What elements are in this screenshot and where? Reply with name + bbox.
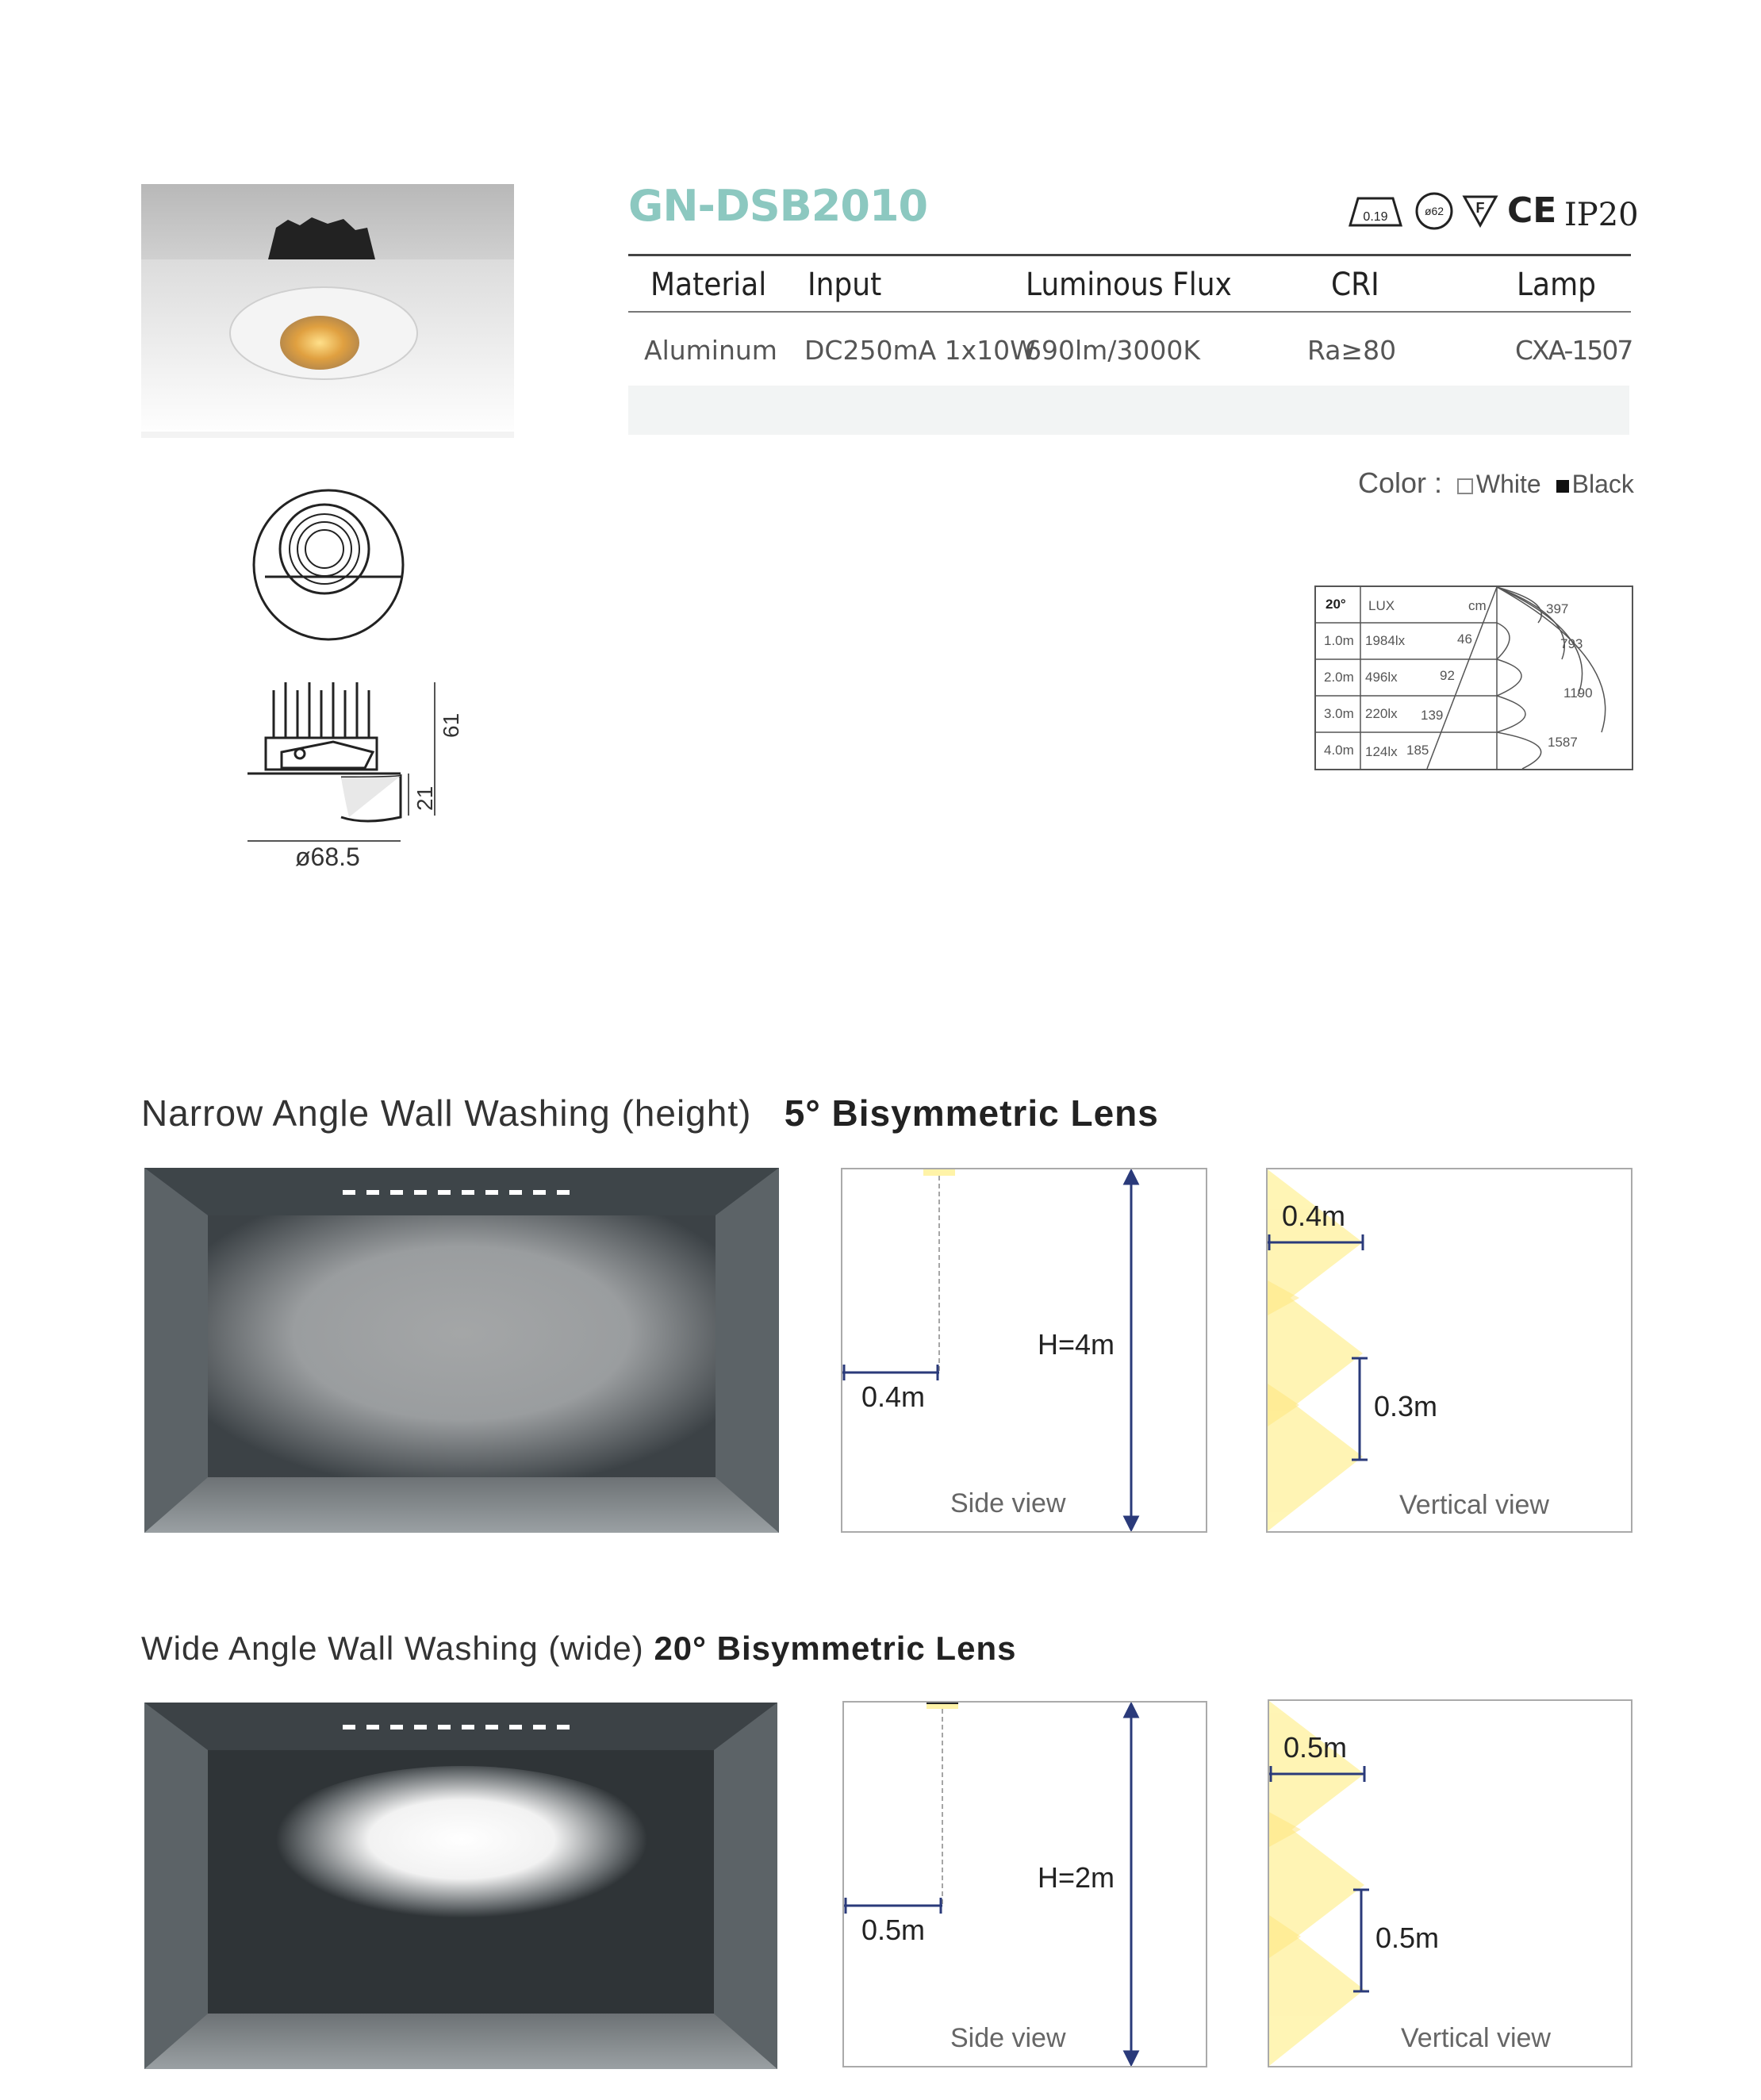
dimension-height-lower: 21: [412, 785, 437, 811]
lux-row-diameter: 46: [1457, 632, 1472, 647]
lux-row-value: 1984lx: [1365, 633, 1406, 648]
lux-arc-value: 397: [1546, 601, 1569, 616]
side-view-caption: Side view: [950, 1488, 1066, 1518]
cell-luminous-flux: 690lm/3000K: [1025, 335, 1201, 366]
section-title-light: Wide Angle Wall Washing (wide): [141, 1630, 644, 1667]
color-options: [1358, 466, 1634, 500]
header-input: Input: [808, 267, 882, 303]
room-render-wide: [144, 1703, 777, 2069]
lux-row-value: 220lx: [1365, 706, 1398, 721]
cell-material: Aluminum: [644, 335, 777, 366]
lux-header: LUX: [1368, 598, 1395, 613]
ik-value-text: 0.19: [1363, 210, 1388, 224]
product-photo: [141, 184, 514, 438]
cut-out-diameter-icon: [1414, 190, 1455, 230]
table-empty-band: [628, 386, 1629, 435]
header-lamp: Lamp: [1517, 267, 1596, 303]
side-view-drawing: [238, 674, 492, 881]
model-number: GN-DSB2010: [628, 181, 928, 231]
lux-row-distance: 1.0m: [1324, 633, 1354, 648]
section-title-light: Narrow Angle Wall Washing (height): [141, 1092, 752, 1134]
vertical-view-panel-narrow: [1266, 1168, 1632, 1533]
cell-cri: Ra≥80: [1307, 335, 1397, 366]
white-swatch-icon: [1457, 478, 1473, 494]
vertical-view-caption: Vertical view: [1401, 2023, 1551, 2053]
section-title-bold: 5° Bisymmetric Lens: [784, 1092, 1159, 1134]
f-mark-text: F: [1475, 200, 1485, 216]
cm-header: cm: [1468, 598, 1487, 613]
vertical-spacing-label: 0.5m: [1375, 1921, 1440, 1954]
lux-row-distance: 2.0m: [1324, 670, 1354, 685]
lux-row-diameter: 185: [1406, 743, 1429, 758]
ip-rating: IP20: [1564, 197, 1639, 233]
side-height-label: H=4m: [1038, 1328, 1115, 1361]
lux-row-value: 496lx: [1365, 670, 1398, 685]
section-title-bold: 20° Bisymmetric Lens: [654, 1630, 1017, 1667]
section-title-narrow: [141, 1092, 1159, 1134]
side-offset-label: 0.5m: [861, 1914, 926, 1946]
side-view-caption: Side view: [950, 2023, 1066, 2053]
section-title-wide: [141, 1630, 1016, 1668]
lux-arc-value: 793: [1560, 636, 1583, 651]
f-mark-icon: [1461, 190, 1499, 230]
vertical-beam-width-label: 0.4m: [1282, 1200, 1346, 1232]
cut-out-value-text: ø62: [1424, 205, 1444, 217]
side-view-panel-narrow: [841, 1168, 1207, 1533]
lux-row-distance: 3.0m: [1324, 706, 1354, 721]
cell-lamp: CXA-1507: [1515, 335, 1632, 366]
lux-arc-value: 1587: [1548, 735, 1578, 750]
color-white-label: White: [1475, 470, 1541, 498]
ik-rating-icon: [1347, 190, 1404, 230]
lux-chart: [1314, 585, 1633, 770]
vertical-beam-width-label: 0.5m: [1283, 1731, 1348, 1764]
dimension-diameter: ø68.5: [295, 843, 360, 871]
color-label: Color :: [1358, 466, 1443, 499]
header-luminous-flux: Luminous Flux: [1026, 267, 1232, 303]
top-view-drawing: [249, 486, 408, 644]
cell-input: DC250mA 1x10W: [804, 335, 1036, 366]
lux-row-diameter: 139: [1421, 708, 1444, 723]
vertical-view-caption: Vertical view: [1399, 1490, 1549, 1520]
room-render-narrow: [144, 1168, 779, 1533]
black-swatch-icon: [1556, 480, 1569, 493]
table-top-rule: [628, 254, 1631, 256]
lux-row-diameter: 92: [1440, 668, 1455, 683]
table-header-rule: [628, 311, 1631, 313]
side-offset-label: 0.4m: [861, 1380, 926, 1413]
lux-angle: 20°: [1326, 597, 1346, 612]
ce-mark-icon: CE: [1507, 190, 1557, 231]
header-material: Material: [650, 267, 767, 303]
lux-row-value: 124lx: [1365, 744, 1398, 759]
lux-row-distance: 4.0m: [1324, 743, 1354, 758]
side-height-label: H=2m: [1038, 1861, 1115, 1894]
color-black-label: Black: [1571, 470, 1634, 498]
dimension-height-total: 61: [439, 712, 463, 738]
vertical-spacing-label: 0.3m: [1374, 1390, 1438, 1422]
lux-arc-value: 1190: [1563, 685, 1593, 701]
header-cri: CRI: [1331, 267, 1379, 303]
side-view-panel-wide: [842, 1701, 1207, 2067]
vertical-view-panel-wide: [1268, 1699, 1632, 2067]
